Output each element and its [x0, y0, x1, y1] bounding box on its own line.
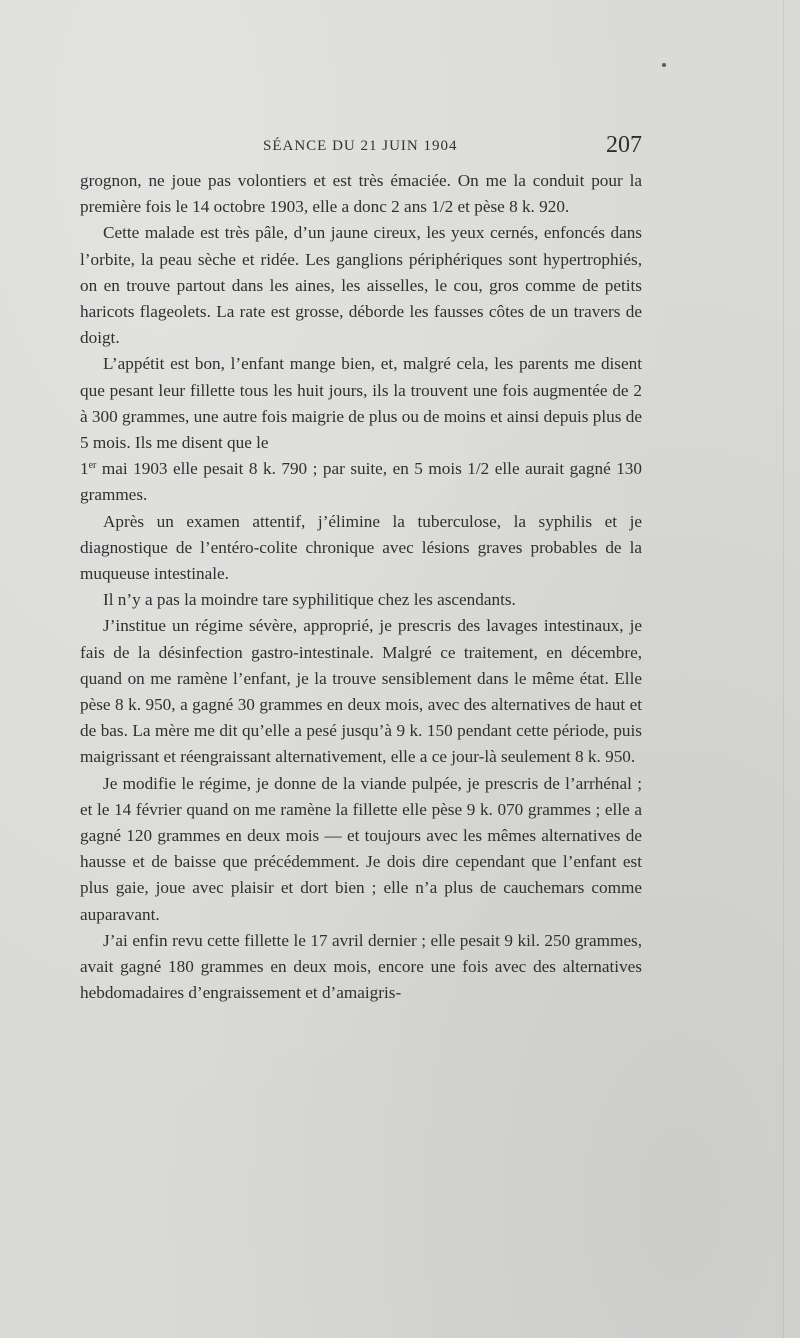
page-number: 207 [606, 132, 642, 158]
date-number: 1 [80, 459, 89, 479]
running-title: SÉANCE DU 21 JUIN 1904 [263, 138, 458, 154]
paragraph-6: J’institue un régime sévère, approprié, je prescris des lavages intestinaux, je fais de la désinfection gastro-intestinale. Malgré ce traitement, en décembre, quand on me ramène l’enfant, je la trouve sensiblement dans le même état. Elle pèse 8 k. 950, a gagné 30 grammes en deux mois, avec des alternatives de haut et de bas. La mère me dit qu’elle a pesé jusqu’à 9 k. 150 pendant cette période, puis maigrissant et réengraissant alternativement, elle a ce jour-là seulement 8 k. 950. [80, 616, 642, 767]
paragraph-8: J’ai enfin revu cette fillette le 17 avril dernier ; elle pesait 9 kil. 250 grammes, avait gagné 180 grammes en deux mois, encore une fois avec des alternatives hebdomadaires d’engraissement et d’amaigris- [80, 930, 642, 1003]
paragraph-1: grognon, ne joue pas volontiers et est très émaciée. On me la conduit pour la première fois le 14 octobre 1903, elle a donc 2 ans 1/2 et pèse 8 k. 920. [80, 171, 642, 217]
paragraph-2: Cette malade est très pâle, d’un jaune cireux, les yeux cernés, enfoncés dans l’orbite, la peau sèche et ridée. Les ganglions périphériques sont hypertrophiés, on en trouve partout dans les aines, les aisselles, le cou, gros comme de petits haricots flageolets. La rate est grosse, déborde les fausses côtes de un travers de doigt. [80, 223, 642, 348]
ordinal-superscript: er [88, 460, 97, 472]
paragraph-5: Il n’y a pas la moindre tare syphilitique chez les ascendants. [103, 590, 516, 610]
paragraph-7: Je modifie le régime, je donne de la viande pulpée, je prescris de l’arrhénal ; et le 14 février quand on me ramène la fillette elle pèse 9 k. 070 grammes ; elle a gagné 120 grammes en deux mois — et toujours avec les mêmes alternatives de hausse et de baisse que précédemment. Je dois dire cependant que l’enfant est plus gaie, joue avec plaisir et dort bien ; elle n’a plus de cauchemars comme auparavant. [80, 773, 642, 924]
ink-speck [662, 63, 666, 67]
paragraph-4: Après un examen attentif, j’élimine la tuberculose, la syphilis et je diagnostique de l’entéro-colite chronique avec lésions graves probables de la muqueuse intestinale. [80, 511, 642, 584]
body-text [80, 168, 642, 1007]
paragraph-3: L’appétit est bon, l’enfant mange bien, et, malgré cela, les parents me disent que pesant leur fillette tous les huit jours, ils la trouvent une fois augmentée de 2 à 300 grammes, une autre fois maigrie de plus ou de moins et ainsi depuis plus de 5 mois. Ils me disent que le [80, 354, 642, 453]
running-head [80, 132, 642, 162]
scan-artifact-line [783, 0, 784, 1338]
paragraph-3-continuation [80, 456, 642, 508]
paragraph-3-continuation-text: mai 1903 elle pesait 8 k. 790 ; par suite, en 5 mois 1/2 elle aurait gagné 130 grammes. [80, 459, 642, 505]
